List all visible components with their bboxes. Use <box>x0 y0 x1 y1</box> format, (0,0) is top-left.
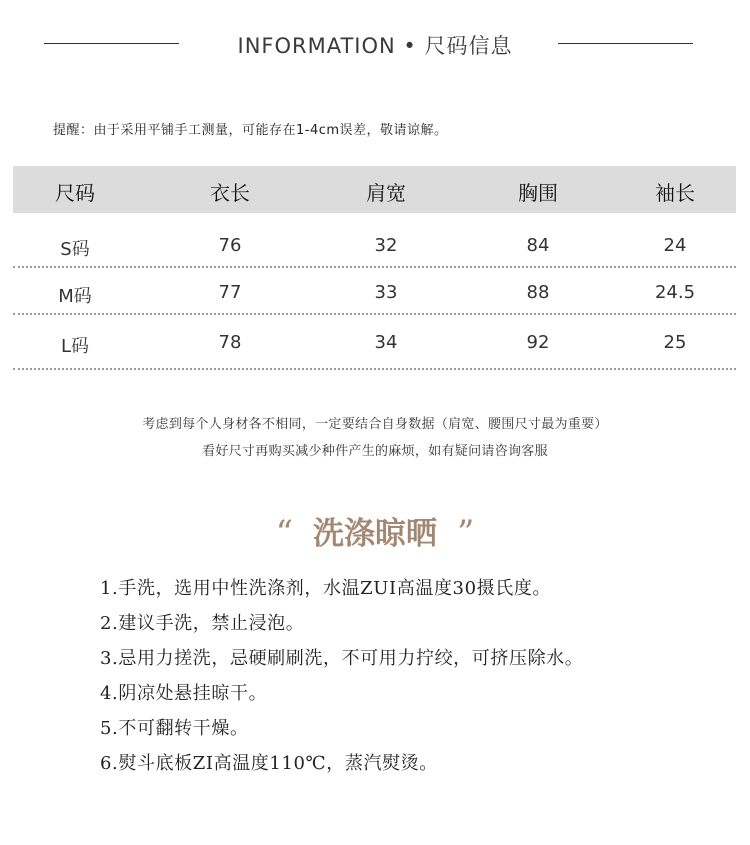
column-header-size: 尺码 <box>55 181 95 205</box>
column-header-chest: 胸围 <box>518 181 558 205</box>
section-header <box>0 22 750 66</box>
wash-section-title <box>0 508 750 553</box>
page-title: INFORMATION • 尺码信息 <box>237 34 513 58</box>
column-header-shoulder: 肩宽 <box>366 181 406 205</box>
header-divider-right <box>558 43 693 44</box>
table-cell: 77 <box>218 282 242 303</box>
table-cell: 24 <box>663 235 687 256</box>
close-quote-mark: ” <box>457 513 475 553</box>
sizing-tip-1: 考虑到每个人身材各不相同，一定要结合自身数据（肩宽、腰围尺寸最为重要） <box>142 417 608 432</box>
column-header-sleeve: 袖长 <box>655 181 695 205</box>
table-row <box>13 268 736 315</box>
table-cell: 32 <box>374 235 398 256</box>
list-item: 6.熨斗底板ZI高温度110℃，蒸汽熨烫。 <box>100 753 438 774</box>
table-cell: 92 <box>526 332 550 353</box>
table-cell: 24.5 <box>654 282 696 303</box>
table-row <box>13 315 736 370</box>
measurement-note: 提醒：由于采用平铺手工测量，可能存在1-4cm误差，敬请谅解。 <box>53 123 448 138</box>
table-cell: 34 <box>374 332 398 353</box>
list-item: 3.忌用力搓洗，忌硬刷刷洗，不可用力拧绞，可挤压除水。 <box>100 648 584 669</box>
wash-instructions-list <box>100 575 583 785</box>
size-table <box>13 166 736 370</box>
size-table-header <box>13 166 736 213</box>
table-cell: 76 <box>218 235 242 256</box>
table-row <box>13 213 736 268</box>
open-quote-mark: “ <box>275 513 293 553</box>
list-item: 5.不可翻转干燥。 <box>100 718 249 739</box>
table-cell: 33 <box>374 282 398 303</box>
table-cell: L码 <box>60 336 90 357</box>
table-cell: 88 <box>526 282 550 303</box>
table-cell: 25 <box>663 332 687 353</box>
table-cell: S码 <box>60 239 90 260</box>
list-item: 1.手洗，选用中性洗涤剂，水温ZUI高温度30摄氏度。 <box>100 578 552 599</box>
table-cell: 78 <box>218 332 242 353</box>
wash-title-text: 洗涤晾晒 <box>313 516 437 552</box>
column-header-length: 衣长 <box>210 181 250 205</box>
table-cell: M码 <box>58 286 92 307</box>
list-item: 2.建议手洗，禁止浸泡。 <box>100 613 305 634</box>
table-cell: 84 <box>526 235 550 256</box>
list-item: 4.阴凉处悬挂晾干。 <box>100 683 268 704</box>
sizing-tip-2: 看好尺寸再购买减少种件产生的麻烦，如有疑问请咨询客服 <box>202 444 548 459</box>
